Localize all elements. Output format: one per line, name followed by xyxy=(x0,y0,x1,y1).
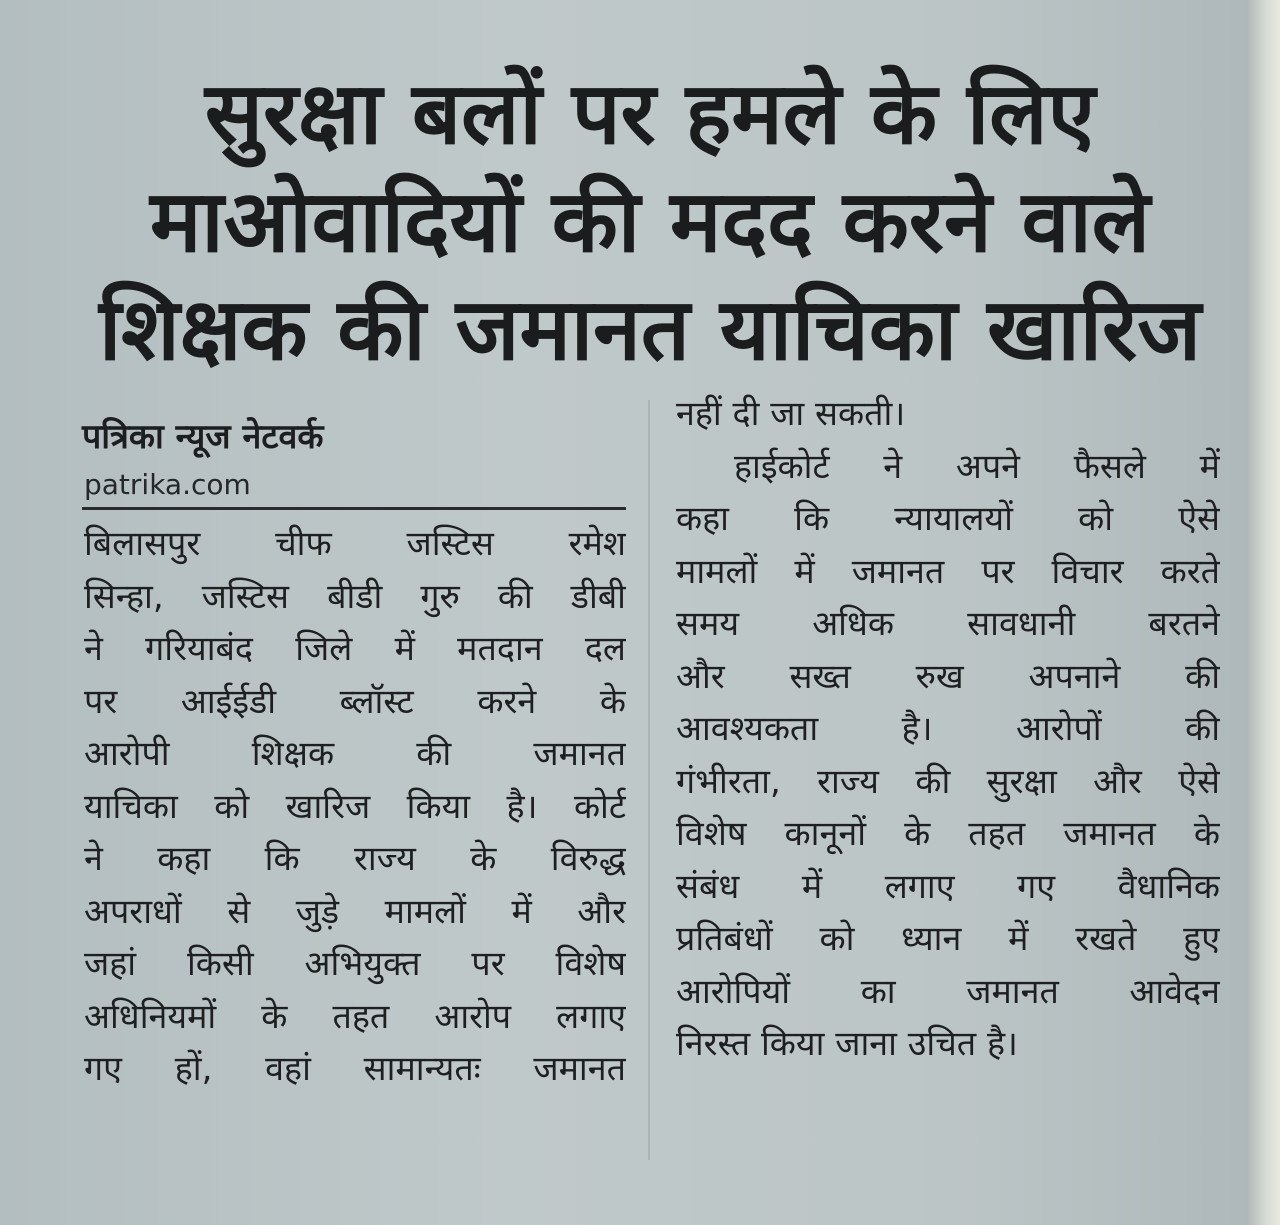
article-line: ने कहा कि राज्य के विरुद्ध xyxy=(84,839,626,879)
article-line: नहीं दी जा सकती। xyxy=(676,394,906,434)
article-line: कहा कि न्यायालयों को ऐसे xyxy=(676,499,1220,539)
article-line: आरोपियों का जमानत आवेदन xyxy=(676,971,1220,1012)
column-divider xyxy=(648,400,650,1160)
headline-line-3: शिक्षक की जमानत याचिका खारिज xyxy=(98,280,1202,380)
article-line: याचिका को खारिज किया है। कोर्ट xyxy=(84,786,626,827)
headline-line-2: माओवादियों की मदद करने वाले xyxy=(149,172,1151,272)
article-column-right xyxy=(676,388,1220,1071)
article-line: आवश्यकता है। आरोपों की xyxy=(676,709,1220,749)
page-edge xyxy=(1246,0,1280,1225)
headline-line-1: सुरक्षा बलों पर हमले के लिए xyxy=(204,64,1096,164)
article-line: अधिनियमों के तहत आरोप लगाए xyxy=(84,996,626,1037)
article-line: बिलासपुर चीफ जस्टिस रमेश xyxy=(84,524,626,564)
article-line: प्रतिबंधों को ध्यान में रखते हुए xyxy=(676,919,1220,959)
article-line: निरस्त किया जाना उचित है। xyxy=(676,1024,1018,1064)
paragraph-start-line: हाईकोर्ट ने अपने फैसले में xyxy=(734,446,1220,487)
article-line: आरोपी शिक्षक की जमानत xyxy=(84,734,626,774)
article-line: और सख्त रुख अपनाने की xyxy=(676,656,1220,697)
article-line: ने गरियाबंद जिले में मतदान दल xyxy=(84,629,626,669)
byline-website: patrika.com xyxy=(84,468,251,501)
article-line: संबंध में लगाए गए वैधानिक xyxy=(676,866,1220,907)
article-line: जहां किसी अभियुक्त पर विशेष xyxy=(84,944,626,984)
article-line: मामलों में जमानत पर विचार करते xyxy=(676,551,1220,592)
article-line: विशेष कानूनों के तहत जमानत के xyxy=(676,814,1220,854)
byline-network: पत्रिका न्यूज नेटवर्क xyxy=(82,417,324,457)
article-line: अपराधों से जुड़े मामलों में और xyxy=(84,891,626,932)
article-line: गए हों, वहां सामान्यतः जमानत xyxy=(84,1049,626,1089)
article-line: पर आईईडी ब्लॉस्ट करने के xyxy=(84,681,626,722)
article-line: गंभीरता, राज्य की सुरक्षा और ऐसे xyxy=(676,761,1220,802)
byline-divider xyxy=(82,507,626,510)
article-line: सिन्हा, जस्टिस बीडी गुरु की डीबी xyxy=(84,576,626,617)
article-column-left xyxy=(84,518,626,1096)
article-line: समय अधिक सावधानी बरतने xyxy=(676,604,1220,644)
headline xyxy=(70,60,1230,384)
